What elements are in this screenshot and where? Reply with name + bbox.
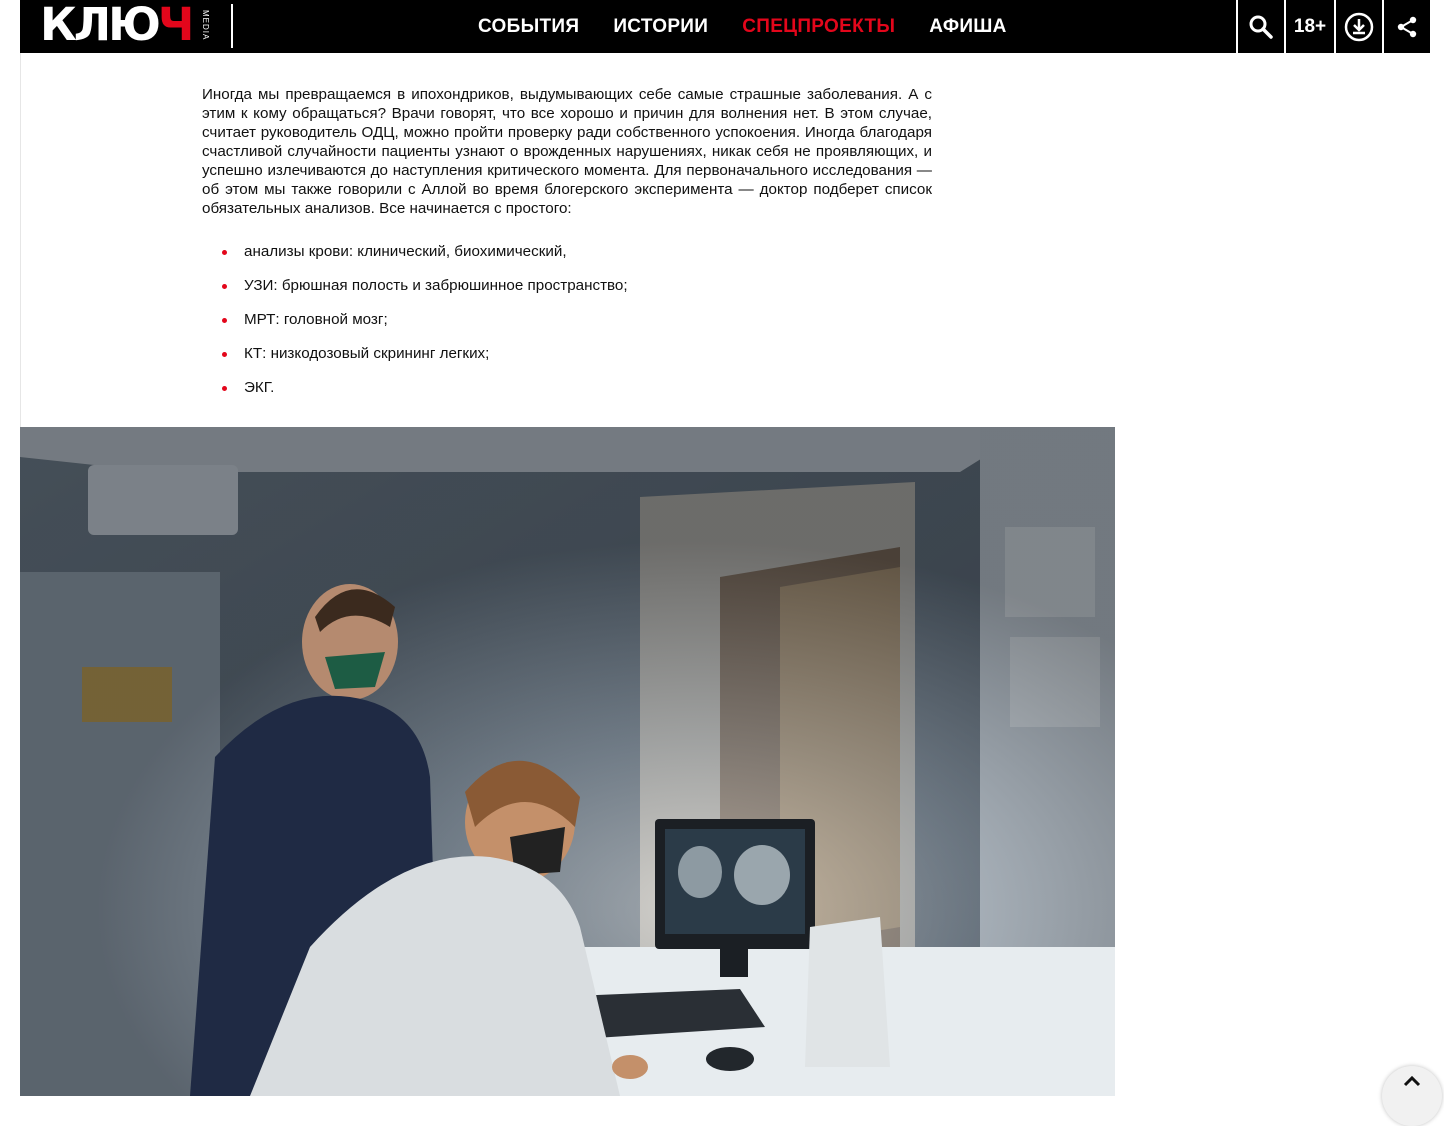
exam-list xyxy=(220,242,628,412)
photo-doctors-at-mri-workstation xyxy=(20,427,1115,1096)
nav-item-afisha[interactable]: АФИША xyxy=(929,15,1007,37)
site-header xyxy=(20,0,1430,53)
list-item: МРТ: головной мозг; xyxy=(220,310,628,344)
download-icon xyxy=(1344,12,1374,42)
main-nav xyxy=(478,0,1041,53)
site-logo[interactable] xyxy=(40,0,220,51)
scroll-to-top-button[interactable] xyxy=(1382,1066,1442,1126)
nav-item-events[interactable]: СОБЫТИЯ xyxy=(478,15,580,37)
chevron-up-icon xyxy=(1402,1074,1422,1088)
share-button[interactable] xyxy=(1382,0,1430,53)
search-button[interactable] xyxy=(1236,0,1284,53)
list-item: ЭКГ. xyxy=(220,378,628,412)
nav-item-stories[interactable]: ИСТОРИИ xyxy=(613,15,709,37)
age-rating-badge: 18+ xyxy=(1284,0,1334,53)
download-button[interactable] xyxy=(1334,0,1382,53)
page-left-border xyxy=(0,0,21,1096)
list-item: КТ: низкодозовый скрининг легких; xyxy=(220,344,628,378)
header-tools xyxy=(1236,0,1430,53)
logo-divider xyxy=(231,4,233,48)
share-icon xyxy=(1395,15,1419,39)
list-item: УЗИ: брюшная полость и забрюшинное пространство; xyxy=(220,276,628,310)
nav-item-special-projects[interactable]: СПЕЦПРОЕКТЫ xyxy=(742,15,896,37)
article-photo xyxy=(20,427,1115,1096)
search-icon xyxy=(1248,14,1274,40)
logo-wordmark: КЛЮЧ xyxy=(40,0,192,51)
list-item: анализы крови: клинический, биохимический, xyxy=(220,242,628,276)
logo-media-label: MEDIA xyxy=(201,10,210,41)
article-paragraph: Иногда мы превращаемся в ипохондриков, выдумывающих себе самые страшные заболевания. А с этим к кому обращаться? Врачи говорят, что все хорошо и причин для волнения нет. В этом случае, считает руководитель ОДЦ, можно пройти проверку ради собственного успокоения. Иногда благодаря счастливой случайности пациенты узнают о врожденных нарушениях, никак себя не проявляющих, и успешно излечиваются до наступления критического момента. Для первоначального исследования — об этом мы также говорили с Аллой во время блогерского эксперимента — доктор подберет список обязательных анализов. Все начинается с простого: xyxy=(202,86,932,218)
